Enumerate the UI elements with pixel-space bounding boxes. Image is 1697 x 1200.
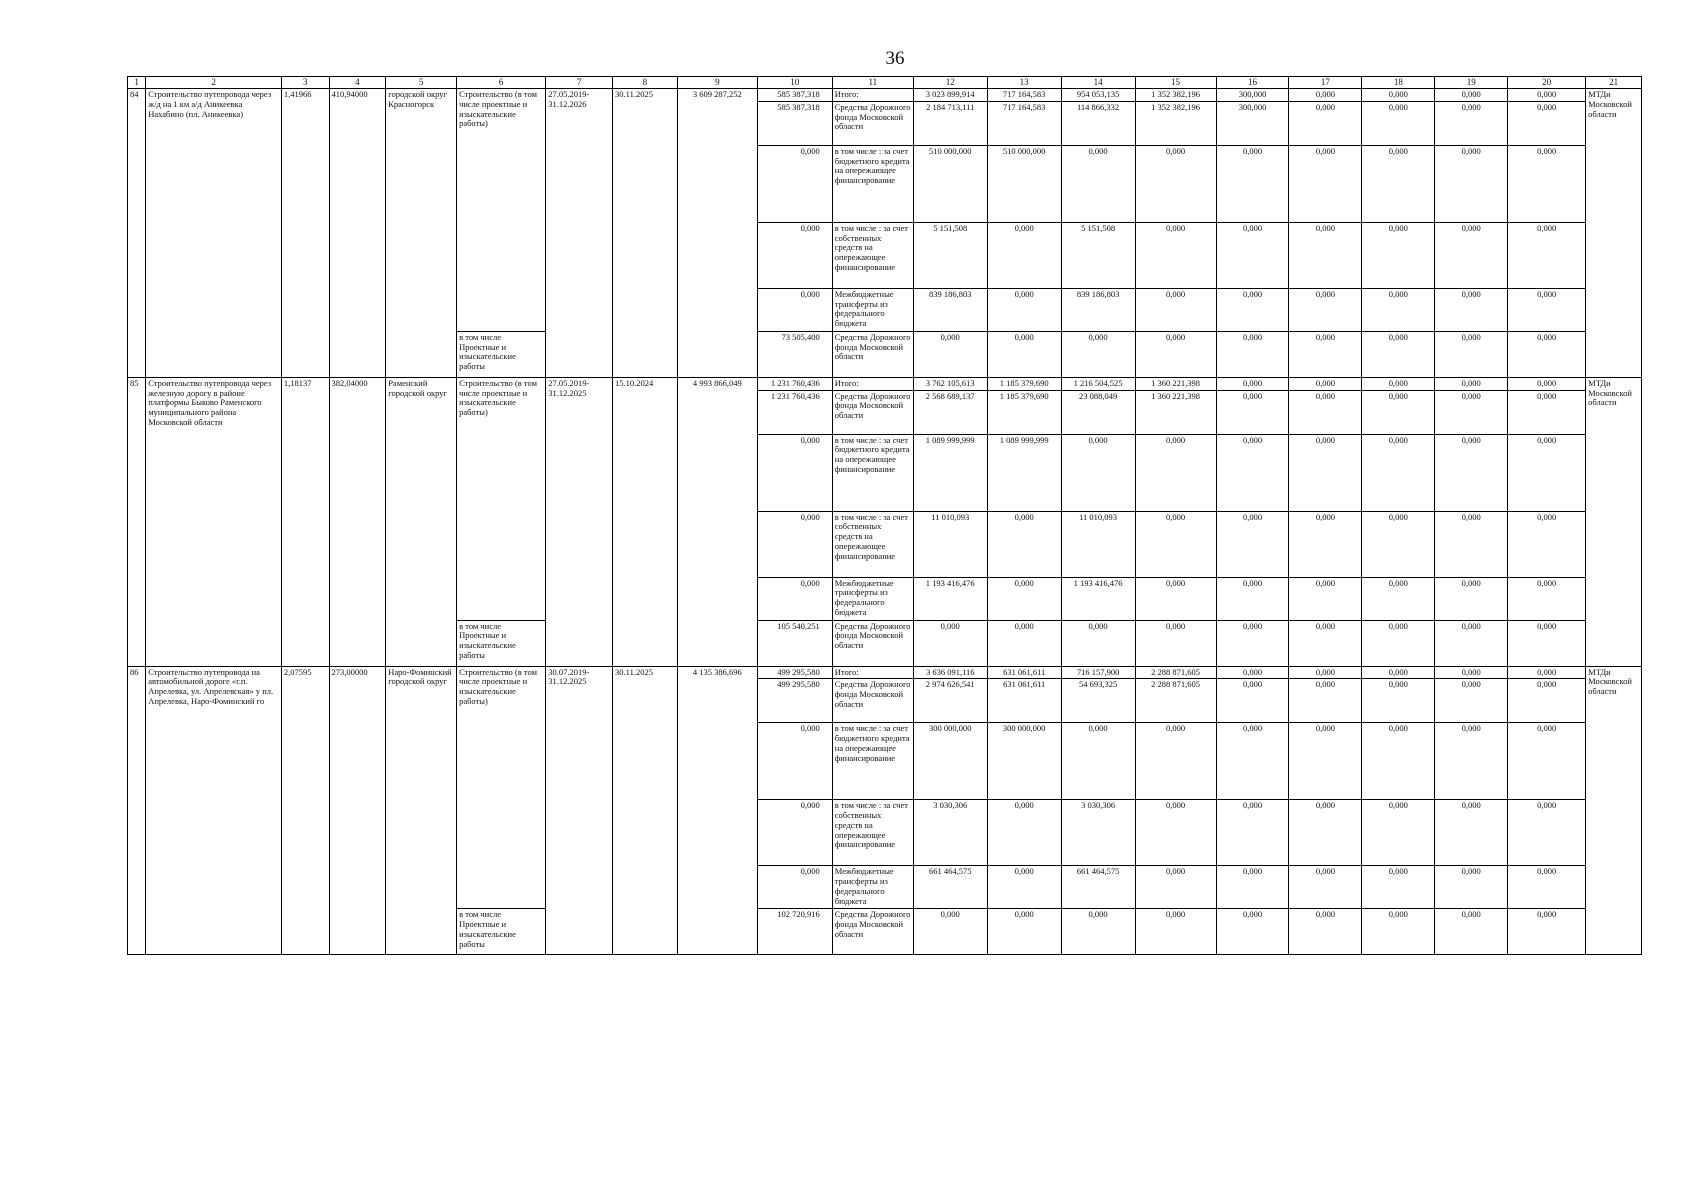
amount-cell: 1 193 416,476 <box>913 577 987 620</box>
amount-cell: 0,000 <box>1216 288 1289 331</box>
municipality: Раменский городской округ <box>386 377 457 666</box>
amount-cell: 631 061,611 <box>987 666 1061 679</box>
financed-before: 102 720,916 <box>757 909 832 955</box>
amount-cell: 3 762 105,613 <box>913 377 987 390</box>
funding-source: Средства Дорожного фонда Московской области <box>832 390 913 434</box>
amount-cell: 661 464,575 <box>913 866 987 909</box>
amount-cell: 0,000 <box>1508 723 1586 800</box>
amount-cell: 0,000 <box>1216 666 1289 679</box>
amount-cell: 2 974 626,541 <box>913 679 987 723</box>
work-type: Строительство (в том числе проектные и изыскательские работы) <box>457 377 546 620</box>
financed-before: 0,000 <box>757 866 832 909</box>
responsible-org: МТДи Московской области <box>1586 666 1642 955</box>
amount-cell: 0,000 <box>1362 390 1435 434</box>
amount-cell: 0,000 <box>1508 909 1586 955</box>
amount-cell: 0,000 <box>1435 288 1508 331</box>
amount-cell: 0,000 <box>1362 331 1435 377</box>
column-header: 8 <box>613 77 678 89</box>
amount-cell: 510 000,000 <box>987 145 1061 222</box>
amount-cell: 0,000 <box>913 620 987 666</box>
amount-cell: 0,000 <box>1362 145 1435 222</box>
responsible-org: МТДи Московской области <box>1586 89 1642 378</box>
amount-cell: 2 288 871,605 <box>1135 666 1216 679</box>
column-header: 16 <box>1216 77 1289 89</box>
total-cost: 4 135 386,696 <box>677 666 757 955</box>
column-header: 11 <box>832 77 913 89</box>
column-header: 1 <box>128 77 146 89</box>
amount-cell: 11 010,093 <box>913 511 987 577</box>
amount-cell: 839 186,803 <box>913 288 987 331</box>
amount-cell: 0,000 <box>1216 800 1289 866</box>
amount-cell: 0,000 <box>1508 145 1586 222</box>
amount-cell: 1 352 382,196 <box>1135 89 1216 102</box>
amount-cell: 0,000 <box>1508 434 1586 511</box>
funding-source: в том числе : за счет собственных средств на опережающее финансирование <box>832 511 913 577</box>
amount-cell: 300,000 <box>1216 101 1289 145</box>
amount-cell: 0,000 <box>1435 331 1508 377</box>
financed-before: 0,000 <box>757 577 832 620</box>
financed-before: 585 387,318 <box>757 89 832 102</box>
amount-cell: 0,000 <box>1435 89 1508 102</box>
column-header: 18 <box>1362 77 1435 89</box>
financed-before: 1 231 760,436 <box>757 377 832 390</box>
financed-before: 0,000 <box>757 145 832 222</box>
amount-cell: 2 184 713,111 <box>913 101 987 145</box>
financed-before: 585 387,318 <box>757 101 832 145</box>
column-header: 4 <box>329 77 386 89</box>
funding-source: Итого: <box>832 377 913 390</box>
amount-cell: 23 088,049 <box>1061 390 1135 434</box>
amount-cell: 0,000 <box>913 909 987 955</box>
amount-cell: 0,000 <box>1362 288 1435 331</box>
table-row <box>128 666 1642 679</box>
funding-source: в том числе : за счет собственных средств на опережающее финансирование <box>832 800 913 866</box>
amount-cell: 300 000,000 <box>987 723 1061 800</box>
amount-cell: 5 151,508 <box>913 222 987 288</box>
amount-cell: 0,000 <box>1061 723 1135 800</box>
amount-cell: 0,000 <box>987 909 1061 955</box>
amount-cell: 0,000 <box>1135 800 1216 866</box>
amount-cell: 0,000 <box>1362 866 1435 909</box>
amount-cell: 0,000 <box>1289 666 1362 679</box>
amount-cell: 0,000 <box>1435 666 1508 679</box>
amount-cell: 0,000 <box>1435 620 1508 666</box>
amount-cell: 0,000 <box>1289 331 1362 377</box>
object-name: Строительство путепровода на автомобильной дороге «г.п. Апрелевка, ул. Апрелевская» у пл. Апрелевка, Наро-Фоминский го <box>146 666 282 955</box>
column-header: 13 <box>987 77 1061 89</box>
amount-cell: 0,000 <box>1435 723 1508 800</box>
amount-cell: 0,000 <box>1216 390 1289 434</box>
amount-cell: 0,000 <box>1289 222 1362 288</box>
amount-cell: 2 288 871,605 <box>1135 679 1216 723</box>
amount-cell: 0,000 <box>1061 331 1135 377</box>
funding-source: Итого: <box>832 666 913 679</box>
financed-before: 0,000 <box>757 222 832 288</box>
amount-cell: 0,000 <box>1289 800 1362 866</box>
amount-cell: 0,000 <box>1216 377 1289 390</box>
amount-cell: 0,000 <box>1508 377 1586 390</box>
amount-cell: 0,000 <box>1362 511 1435 577</box>
amount-cell: 0,000 <box>1362 620 1435 666</box>
amount-cell: 0,000 <box>1362 434 1435 511</box>
row-number: 85 <box>128 377 146 666</box>
amount-cell: 0,000 <box>1289 866 1362 909</box>
funding-source: в том числе : за счет бюджетного кредита на опережающее финансирование <box>832 434 913 511</box>
amount-cell: 0,000 <box>1435 101 1508 145</box>
financed-before: 105 540,251 <box>757 620 832 666</box>
length-km: 1,41966 <box>281 89 329 378</box>
amount-cell: 0,000 <box>1289 511 1362 577</box>
amount-cell: 839 186,803 <box>1061 288 1135 331</box>
column-header: 10 <box>757 77 832 89</box>
amount-cell: 0,000 <box>1508 666 1586 679</box>
amount-cell: 0,000 <box>1216 866 1289 909</box>
amount-cell: 661 464,575 <box>1061 866 1135 909</box>
financed-before: 499 295,580 <box>757 666 832 679</box>
amount-cell: 0,000 <box>1289 577 1362 620</box>
column-header: 15 <box>1135 77 1216 89</box>
amount-cell: 0,000 <box>1435 511 1508 577</box>
period: 30.07.2019-31.12.2025 <box>546 666 613 955</box>
amount-cell: 0,000 <box>1508 390 1586 434</box>
column-header: 3 <box>281 77 329 89</box>
column-header: 21 <box>1586 77 1642 89</box>
financed-before: 499 295,580 <box>757 679 832 723</box>
funding-source: Средства Дорожного фонда Московской области <box>832 101 913 145</box>
amount-cell: 717 164,583 <box>987 89 1061 102</box>
amount-cell: 0,000 <box>1435 390 1508 434</box>
amount-cell: 0,000 <box>1508 222 1586 288</box>
length-value: 382,04000 <box>329 377 386 666</box>
amount-cell: 3 030,306 <box>913 800 987 866</box>
amount-cell: 0,000 <box>1135 434 1216 511</box>
amount-cell: 0,000 <box>987 577 1061 620</box>
amount-cell: 0,000 <box>1508 288 1586 331</box>
amount-cell: 0,000 <box>1362 377 1435 390</box>
amount-cell: 954 053,135 <box>1061 89 1135 102</box>
amount-cell: 0,000 <box>1508 511 1586 577</box>
amount-cell: 0,000 <box>1216 434 1289 511</box>
amount-cell: 0,000 <box>1216 511 1289 577</box>
amount-cell: 0,000 <box>1435 577 1508 620</box>
amount-cell: 0,000 <box>1362 723 1435 800</box>
table-row <box>128 89 1642 102</box>
amount-cell: 54 693,325 <box>1061 679 1135 723</box>
amount-cell: 0,000 <box>1289 723 1362 800</box>
amount-cell: 5 151,508 <box>1061 222 1135 288</box>
length-km: 2,07595 <box>281 666 329 955</box>
amount-cell: 1 185 379,690 <box>987 390 1061 434</box>
amount-cell: 0,000 <box>1289 679 1362 723</box>
amount-cell: 0,000 <box>1362 800 1435 866</box>
amount-cell: 1 216 504,525 <box>1061 377 1135 390</box>
funding-source: Итого: <box>832 89 913 102</box>
funding-source: Средства Дорожного фонда Московской области <box>832 331 913 377</box>
amount-cell: 0,000 <box>1135 577 1216 620</box>
amount-cell: 717 164,583 <box>987 101 1061 145</box>
amount-cell: 0,000 <box>1061 620 1135 666</box>
responsible-org: МТДи Московской области <box>1586 377 1642 666</box>
amount-cell: 0,000 <box>987 511 1061 577</box>
total-cost: 3 609 287,252 <box>677 89 757 378</box>
column-header: 9 <box>677 77 757 89</box>
amount-cell: 0,000 <box>1135 620 1216 666</box>
length-value: 273,00000 <box>329 666 386 955</box>
funding-source: Средства Дорожного фонда Московской области <box>832 909 913 955</box>
completion-date: 15.10.2024 <box>613 377 678 666</box>
amount-cell: 3 030,306 <box>1061 800 1135 866</box>
amount-cell: 0,000 <box>1435 866 1508 909</box>
amount-cell: 0,000 <box>1435 222 1508 288</box>
amount-cell: 0,000 <box>1508 331 1586 377</box>
amount-cell: 0,000 <box>1135 909 1216 955</box>
amount-cell: 0,000 <box>1362 909 1435 955</box>
amount-cell: 0,000 <box>1216 679 1289 723</box>
amount-cell: 0,000 <box>1435 145 1508 222</box>
amount-cell: 0,000 <box>1362 679 1435 723</box>
amount-cell: 0,000 <box>1508 800 1586 866</box>
amount-cell: 0,000 <box>1508 101 1586 145</box>
amount-cell: 631 061,611 <box>987 679 1061 723</box>
funding-source: в том числе : за счет собственных средств на опережающее финансирование <box>832 222 913 288</box>
funding-source: Средства Дорожного фонда Московской области <box>832 679 913 723</box>
amount-cell: 2 568 689,137 <box>913 390 987 434</box>
amount-cell: 0,000 <box>1435 434 1508 511</box>
length-km: 1,18137 <box>281 377 329 666</box>
amount-cell: 0,000 <box>1289 909 1362 955</box>
financed-before: 0,000 <box>757 723 832 800</box>
amount-cell: 0,000 <box>1289 101 1362 145</box>
amount-cell: 0,000 <box>987 222 1061 288</box>
column-header: 7 <box>546 77 613 89</box>
amount-cell: 0,000 <box>1508 577 1586 620</box>
amount-cell: 114 866,332 <box>1061 101 1135 145</box>
amount-cell: 0,000 <box>1289 89 1362 102</box>
amount-cell: 0,000 <box>1435 679 1508 723</box>
amount-cell: 0,000 <box>1362 101 1435 145</box>
amount-cell: 3 636 091,116 <box>913 666 987 679</box>
amount-cell: 1 185 379,690 <box>987 377 1061 390</box>
work-type-sub: в том числе Проектные и изыскательские работы <box>457 909 546 955</box>
amount-cell: 0,000 <box>1061 909 1135 955</box>
amount-cell: 1 193 416,476 <box>1061 577 1135 620</box>
column-number-row <box>128 77 1642 89</box>
municipality: городской округ Красногорск <box>386 89 457 378</box>
row-number: 86 <box>128 666 146 955</box>
amount-cell: 0,000 <box>1216 620 1289 666</box>
amount-cell: 0,000 <box>1362 666 1435 679</box>
amount-cell: 0,000 <box>1435 909 1508 955</box>
amount-cell: 0,000 <box>1435 377 1508 390</box>
financing-table <box>127 76 1642 955</box>
amount-cell: 0,000 <box>987 620 1061 666</box>
length-value: 410,94000 <box>329 89 386 378</box>
completion-date: 30.11.2025 <box>613 666 678 955</box>
period: 27.05.2019-31.12.2026 <box>546 89 613 378</box>
column-header: 14 <box>1061 77 1135 89</box>
column-header: 19 <box>1435 77 1508 89</box>
object-name: Строительство путепровода через ж/д на 1 км а/д Аникеевка Нахабино (пл. Аникеевка) <box>146 89 282 378</box>
funding-source: Межбюджетные трансферты из федерального бюджета <box>832 288 913 331</box>
funding-source: в том числе : за счет бюджетного кредита на опережающее финансирование <box>832 723 913 800</box>
funding-source: Средства Дорожного фонда Московской области <box>832 620 913 666</box>
amount-cell: 300 000,000 <box>913 723 987 800</box>
amount-cell: 0,000 <box>1289 377 1362 390</box>
amount-cell: 3 023 899,914 <box>913 89 987 102</box>
amount-cell: 0,000 <box>987 800 1061 866</box>
amount-cell: 0,000 <box>1216 145 1289 222</box>
amount-cell: 0,000 <box>1508 679 1586 723</box>
amount-cell: 0,000 <box>1216 577 1289 620</box>
column-header: 20 <box>1508 77 1586 89</box>
amount-cell: 0,000 <box>1435 800 1508 866</box>
amount-cell: 0,000 <box>913 331 987 377</box>
amount-cell: 0,000 <box>1508 620 1586 666</box>
municipality: Наро-Фоминский городской округ <box>386 666 457 955</box>
amount-cell: 0,000 <box>1061 145 1135 222</box>
financed-before: 0,000 <box>757 434 832 511</box>
amount-cell: 0,000 <box>1216 331 1289 377</box>
amount-cell: 1 360 221,398 <box>1135 390 1216 434</box>
amount-cell: 0,000 <box>1362 577 1435 620</box>
amount-cell: 0,000 <box>987 331 1061 377</box>
amount-cell: 0,000 <box>1289 145 1362 222</box>
amount-cell: 300,000 <box>1216 89 1289 102</box>
amount-cell: 0,000 <box>1362 222 1435 288</box>
amount-cell: 0,000 <box>1135 723 1216 800</box>
amount-cell: 0,000 <box>1135 288 1216 331</box>
amount-cell: 0,000 <box>1289 288 1362 331</box>
amount-cell: 0,000 <box>987 866 1061 909</box>
amount-cell: 0,000 <box>1216 909 1289 955</box>
amount-cell: 0,000 <box>1216 222 1289 288</box>
page-number: 36 <box>885 48 905 69</box>
amount-cell: 0,000 <box>1061 434 1135 511</box>
amount-cell: 0,000 <box>1362 89 1435 102</box>
financed-before: 0,000 <box>757 511 832 577</box>
row-number: 84 <box>128 89 146 378</box>
amount-cell: 0,000 <box>1135 866 1216 909</box>
object-name: Строительство путепровода через железную дорогу в районе платформы Быково Раменского муниципального района Московской области <box>146 377 282 666</box>
amount-cell: 1 360 221,398 <box>1135 377 1216 390</box>
financed-before: 73 505,400 <box>757 331 832 377</box>
amount-cell: 0,000 <box>1289 434 1362 511</box>
amount-cell: 1 089 999,999 <box>987 434 1061 511</box>
amount-cell: 0,000 <box>1135 511 1216 577</box>
amount-cell: 11 010,093 <box>1061 511 1135 577</box>
funding-source: в том числе : за счет бюджетного кредита на опережающее финансирование <box>832 145 913 222</box>
completion-date: 30.11.2025 <box>613 89 678 378</box>
amount-cell: 0,000 <box>1289 390 1362 434</box>
amount-cell: 0,000 <box>1508 89 1586 102</box>
column-header: 5 <box>386 77 457 89</box>
total-cost: 4 993 866,049 <box>677 377 757 666</box>
amount-cell: 0,000 <box>1216 723 1289 800</box>
amount-cell: 1 352 382,196 <box>1135 101 1216 145</box>
work-type: Строительство (в том числе проектные и изыскательские работы) <box>457 666 546 909</box>
funding-source: Межбюджетные трансферты из федерального бюджета <box>832 866 913 909</box>
table-row <box>128 377 1642 390</box>
amount-cell: 0,000 <box>1135 222 1216 288</box>
financed-before: 0,000 <box>757 288 832 331</box>
work-type: Строительство (в том числе проектные и изыскательские работы) <box>457 89 546 332</box>
amount-cell: 0,000 <box>1135 331 1216 377</box>
period: 27.05.2019-31.12.2025 <box>546 377 613 666</box>
column-header: 2 <box>146 77 282 89</box>
column-header: 17 <box>1289 77 1362 89</box>
financed-before: 0,000 <box>757 800 832 866</box>
amount-cell: 0,000 <box>1135 145 1216 222</box>
column-header: 12 <box>913 77 987 89</box>
work-type-sub: в том числе Проектные и изыскательские работы <box>457 620 546 666</box>
amount-cell: 1 089 999,999 <box>913 434 987 511</box>
amount-cell: 0,000 <box>1289 620 1362 666</box>
financed-before: 1 231 760,436 <box>757 390 832 434</box>
funding-source: Межбюджетные трансферты из федерального бюджета <box>832 577 913 620</box>
amount-cell: 0,000 <box>987 288 1061 331</box>
amount-cell: 510 000,000 <box>913 145 987 222</box>
work-type-sub: в том числе Проектные и изыскательские работы <box>457 331 546 377</box>
column-header: 6 <box>457 77 546 89</box>
amount-cell: 716 157,900 <box>1061 666 1135 679</box>
amount-cell: 0,000 <box>1508 866 1586 909</box>
